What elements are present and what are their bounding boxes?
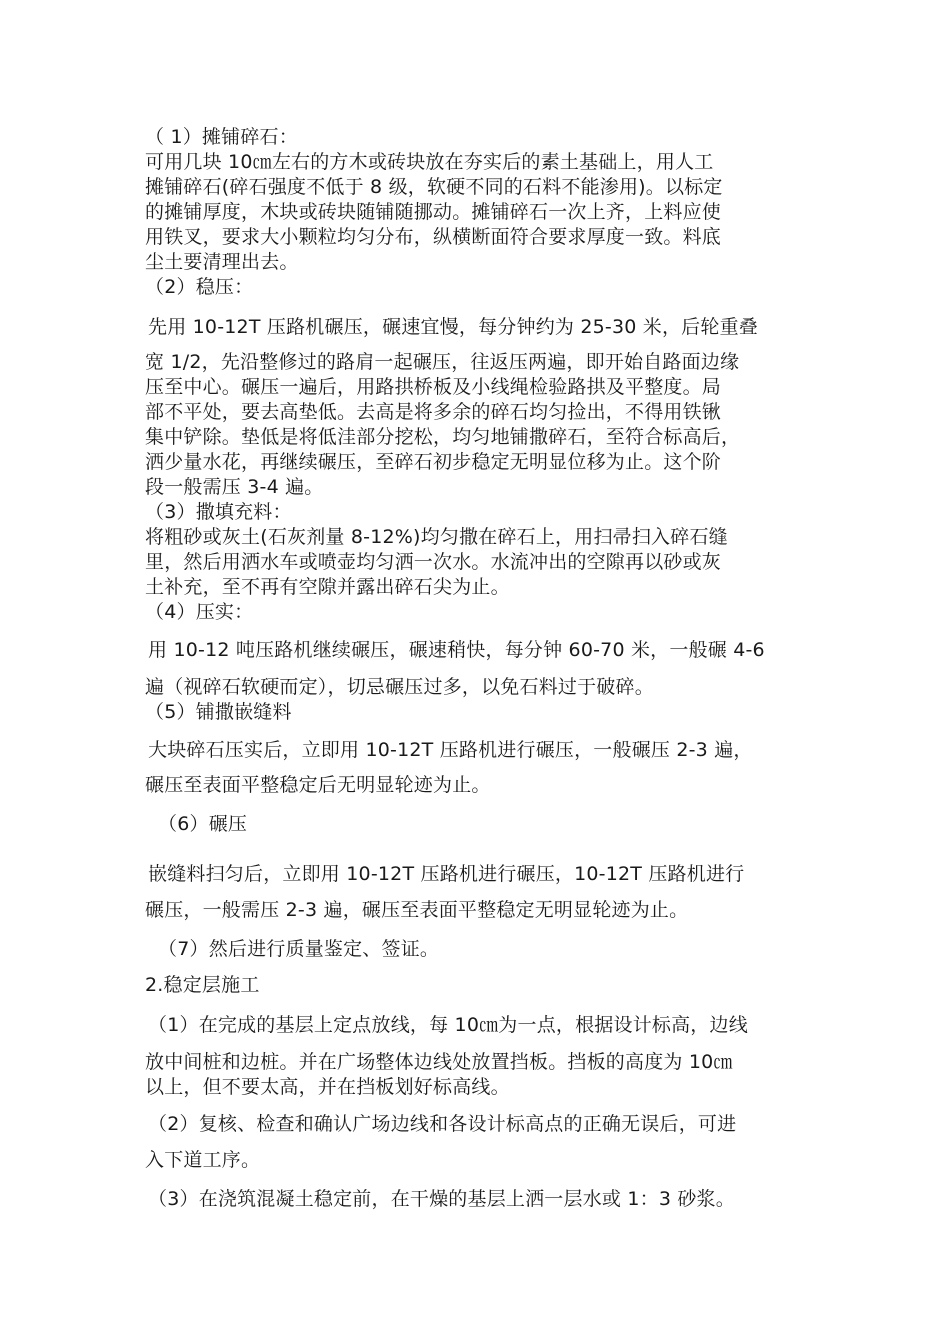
paragraph-line: 段一般需压 3-4 遍。	[145, 476, 324, 498]
paragraph-line: 里，然后用洒水车或喷壶均匀洒一次水。水流冲出的空隙再以砂或灰	[145, 551, 722, 573]
paragraph-line: 洒少量水花，再继续碾压，至碎石初步稳定无明显位移为止。这个阶	[145, 451, 722, 473]
paragraph-line: 入下道工序。	[145, 1149, 261, 1171]
paragraph-line: 用 10-12 吨压路机继续碾压，碾速稍快，每分钟 60-70 米，一般碾 4-6	[148, 639, 765, 661]
heading-quality-check: （7）然后进行质量鉴定、签证。	[158, 938, 440, 960]
paragraph-line: 大块碎石压实后，立即用 10-12T 压路机进行碾压，一般碾压 2-3 遍，	[148, 739, 753, 761]
paragraph-line: （3）在浇筑混凝土稳定前，在干燥的基层上洒一层水或 1：3 砂浆。	[148, 1188, 735, 1210]
paragraph-line: 遍（视碎石软硬而定），切忌碾压过多，以免石料过于破碎。	[145, 676, 654, 698]
heading-joint-filler: （5）铺撒嵌缝料	[145, 701, 292, 723]
paragraph-line: 压至中心。碾压一遍后，用路拱桥板及小线绳检验路拱及平整度。局	[145, 376, 722, 398]
paragraph-line: 部不平处，要去高垫低。去高是将多余的碎石均匀捡出，不得用铁锹	[145, 401, 722, 423]
paragraph-line: 尘土要清理出去。	[145, 251, 299, 273]
paragraph-line: 可用几块 10㎝左右的方木或砖块放在夯实后的素土基础上，用人工	[145, 151, 714, 173]
paragraph-line: 摊铺碎石(碎石强度不低于 8 级，软硬不同的石料不能渗用)。以标定	[145, 176, 723, 198]
paragraph-line: 宽 1/2，先沿整修过的路肩一起碾压，往返压两遍，即开始自路面边缘	[145, 351, 740, 373]
heading-spread-gravel: （ 1）摊铺碎石：	[145, 126, 298, 148]
heading-stabilize-press: （2）稳压：	[145, 276, 254, 298]
paragraph-line: 的摊铺厚度，木块或砖块随铺随挪动。摊铺碎石一次上齐，上料应使	[145, 201, 722, 223]
paragraph-line: （1）在完成的基层上定点放线，每 10㎝为一点，根据设计标高，边线	[148, 1014, 748, 1036]
paragraph-line: 将粗砂或灰土(石灰剂量 8-12%)均匀撒在碎石上，用扫帚扫入碎石缝	[145, 526, 728, 548]
paragraph-line: 放中间桩和边桩。并在广场整体边线处放置挡板。挡板的高度为 10㎝	[145, 1051, 733, 1073]
paragraph-line: （2）复核、检查和确认广场边线和各设计标高点的正确无误后，可进	[148, 1113, 737, 1135]
paragraph-line: 嵌缝料扫匀后，立即用 10-12T 压路机进行碾压，10-12T 压路机进行	[148, 863, 745, 885]
heading-fill-material: （3）撒填充料：	[145, 501, 292, 523]
paragraph-line: 集中铲除。垫低是将低洼部分挖松，均匀地铺撒碎石，至符合标高后，	[145, 426, 741, 448]
heading-compact: （4）压实：	[145, 601, 254, 623]
heading-stable-layer: 2.稳定层施工	[145, 974, 260, 996]
paragraph-line: 碾压，一般需压 2-3 遍，碾压至表面平整稳定无明显轮迹为止。	[145, 899, 689, 921]
heading-roll: （6）碾压	[158, 813, 248, 835]
paragraph-line: 碾压至表面平整稳定后无明显轮迹为止。	[145, 774, 491, 796]
paragraph-line: 以上，但不要太高，并在挡板划好标高线。	[145, 1076, 510, 1098]
paragraph-line: 用铁叉，要求大小颗粒均匀分布，纵横断面符合要求厚度一致。料底	[145, 226, 722, 248]
paragraph-line: 土补充，至不再有空隙并露出碎石尖为止。	[145, 576, 510, 598]
paragraph-line: 先用 10-12T 压路机碾压，碾速宜慢，每分钟约为 25-30 米，后轮重叠	[148, 316, 758, 338]
